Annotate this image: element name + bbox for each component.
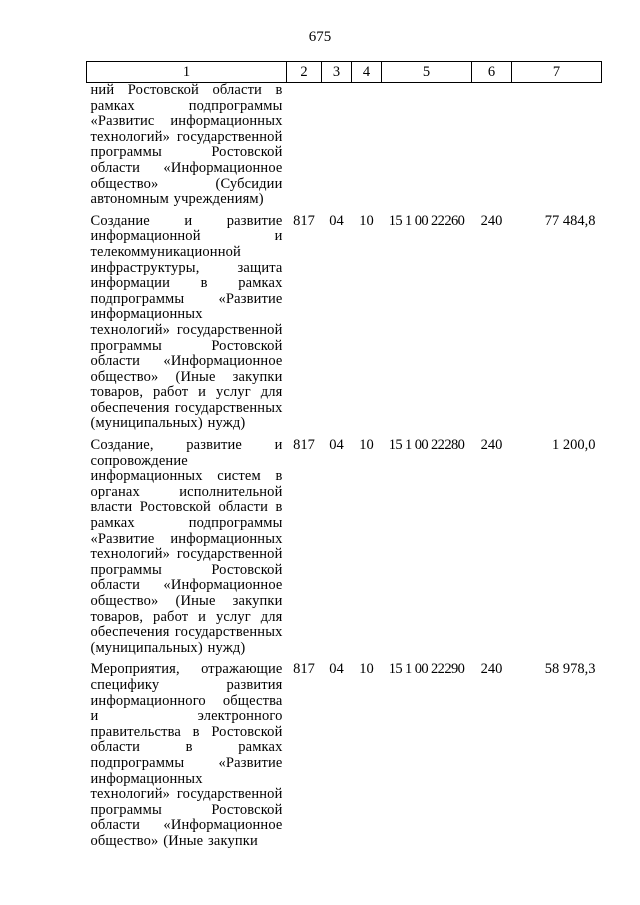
column-header: 1 bbox=[87, 62, 287, 83]
column-header: 2 bbox=[287, 62, 322, 83]
subsection-code: 10 bbox=[359, 661, 374, 678]
subsection-code bbox=[352, 83, 382, 208]
admin-code: 817 bbox=[293, 437, 315, 454]
subsection-code: 10 bbox=[359, 437, 374, 454]
expense-description: ний Ростовской области в рамках подпрограммы «Развитис информационных технологий» государственной программы Ростовской области «Информационное общество» (Субсидии автономным учреждениям) bbox=[90, 82, 283, 208]
column-header: 3 bbox=[322, 62, 352, 83]
admin-code bbox=[287, 83, 322, 208]
expense-type-code: 240 bbox=[480, 661, 503, 678]
target-article-code: 15 1 00 22290 bbox=[388, 661, 465, 678]
section-code bbox=[322, 83, 352, 208]
expense-description: Создание, развитие и сопровождение информационных систем в органах исполнительной власти Ростовской области в рамках подпрограммы «Развитие информационных технологий» государственной программы Ростовской области «Информационное общество» (Иные закупки товаров, работ и услуг для обеспечения государственных (муниципальных) нужд) bbox=[90, 437, 283, 656]
amount-value: 1 200,0 bbox=[552, 437, 596, 454]
section-code: 04 bbox=[329, 661, 344, 678]
section-code: 04 bbox=[329, 212, 344, 229]
table-row bbox=[87, 83, 602, 208]
column-header: 4 bbox=[352, 62, 382, 83]
target-article-code bbox=[382, 83, 472, 208]
amount-value: 58 978,3 bbox=[544, 661, 596, 678]
expense-description: Создание и развитие информационной и телекоммуникационной инфраструктуры, защита информации в рамках подпрограммы «Развитие информационных технологий» государственной программы Ростовской области «Информационное общество» (Иные закупки товаров, работ и услуг для обеспечения государственных (муниципальных) нужд) bbox=[90, 212, 283, 432]
expense-type-code: 240 bbox=[480, 212, 503, 229]
amount-value: 77 484,8 bbox=[544, 212, 596, 229]
admin-code: 817 bbox=[293, 212, 315, 229]
table-row bbox=[87, 432, 602, 656]
table-row bbox=[87, 208, 602, 432]
expense-type-code bbox=[472, 83, 512, 208]
subsection-code: 10 bbox=[359, 212, 374, 229]
expense-type-code: 240 bbox=[480, 437, 503, 454]
target-article-code: 15 1 00 22280 bbox=[388, 437, 465, 454]
table-header-row bbox=[87, 62, 602, 83]
section-code: 04 bbox=[329, 437, 344, 454]
page-number: 675 bbox=[308, 29, 332, 45]
expense-description: Мероприятия, отражающие специфику развития информационного общества и электронного правительства в Ростовской области в рамках подпрограммы «Развитие информационных технологий» государственной программы Ростовской области «Информационное общество» (Иные закупки bbox=[90, 661, 283, 849]
admin-code: 817 bbox=[293, 661, 315, 678]
table-row bbox=[87, 656, 602, 849]
amount-value bbox=[512, 83, 602, 208]
column-header: 5 bbox=[382, 62, 472, 83]
column-header: 6 bbox=[472, 62, 512, 83]
target-article-code: 15 1 00 22260 bbox=[388, 212, 465, 229]
column-header: 7 bbox=[512, 62, 602, 83]
budget-table bbox=[86, 61, 602, 850]
